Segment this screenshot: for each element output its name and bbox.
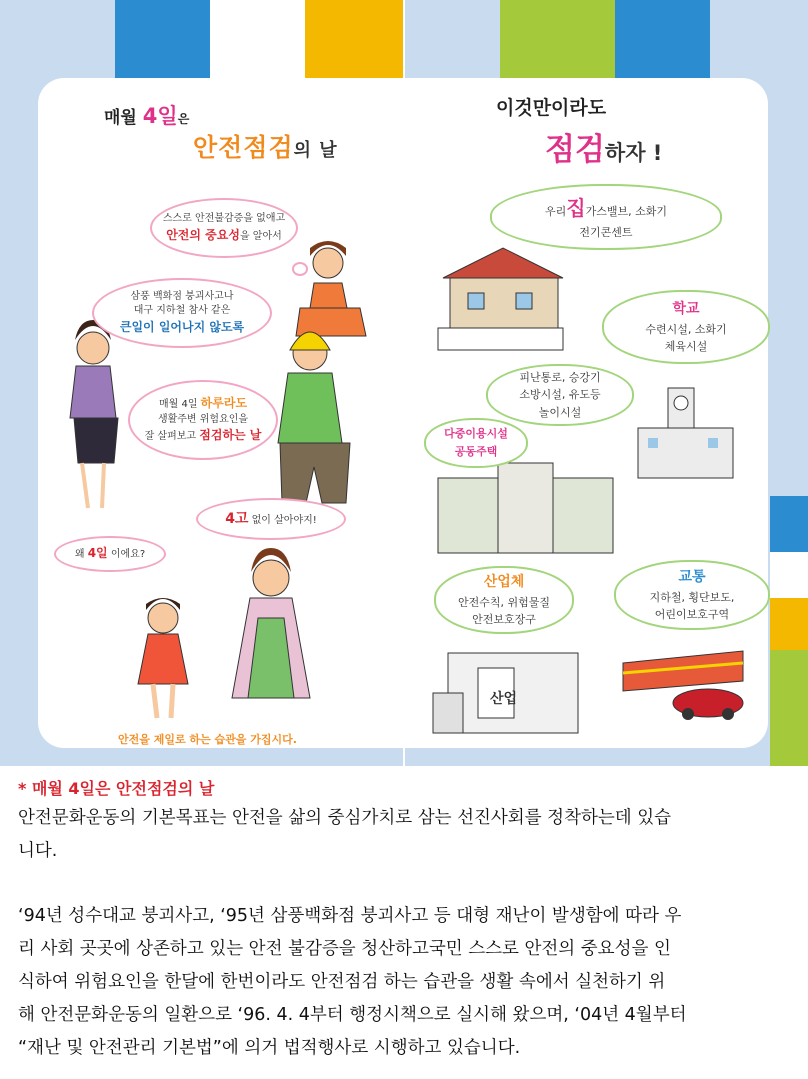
thought-dot — [292, 262, 308, 276]
color-bar — [500, 0, 615, 78]
speech-bubble-importance: 스스로 안전불감증을 없애고 안전의 중요성을 알아서 — [150, 198, 298, 258]
house-building — [438, 248, 563, 350]
factory-sign: 산업 — [490, 691, 518, 707]
cloud-school: 학교 수련시설, 소화기 체육시설 — [602, 290, 770, 364]
left-title-line2: 안전점검의 날 — [193, 133, 338, 162]
right-title-line1: 이것만이라도 — [496, 97, 607, 119]
color-bar — [210, 0, 305, 78]
paragraph-1 — [18, 802, 778, 868]
article-text — [0, 766, 808, 1079]
school-building — [638, 388, 733, 478]
apartment-buildings — [438, 463, 613, 553]
left-title-line1: 매월 4일은 — [104, 104, 190, 128]
color-bar — [115, 0, 210, 78]
paragraph-line: 식하여 위험요인을 한달에 한번이라도 안전점검 하는 습관을 생활 속에서 실천하기 위 — [18, 972, 666, 992]
speech-bubble-why: 왜 4일 이에요? — [54, 536, 166, 572]
woman-sitting-figure — [296, 241, 366, 336]
color-bar — [405, 0, 500, 78]
speech-bubble-disaster: 삼풍 백화점 붕괴사고나 대구 지하철 참사 같은 큰일이 일어나지 않도록 — [92, 278, 272, 348]
color-stripe — [770, 552, 808, 598]
color-stripe — [770, 496, 808, 552]
paragraph-line: 리 사회 곳곳에 상존하고 있는 안전 불감증을 청산하고국민 스스로 안전의 중요성을 인 — [18, 939, 671, 959]
section-heading: * 매월 4일은 안전점검의 날 — [18, 779, 215, 798]
paragraph-line: 니다. — [18, 841, 58, 861]
cloud-multiuse: 다중이용시설 공동주택 — [424, 418, 528, 468]
color-stripe — [770, 650, 808, 766]
color-bar — [305, 0, 403, 78]
cloud-traffic: 교통 지하철, 횡단보도, 어린이보호구역 — [614, 560, 770, 630]
train-and-car — [623, 651, 743, 720]
speech-bubble-inspection: 매월 4일 하루라도 생활주변 위험요인을 잘 살펴보고 점검하는 날 — [128, 380, 278, 460]
paragraph-line: ‘94년 성수대교 붕괴사고, ‘95년 삼풍백화점 붕괴사고 등 대형 재난이 발생함에 따라 우 — [18, 906, 682, 926]
woman-suit-figure — [70, 320, 118, 508]
poster-caption: 안전을 제일로 하는 습관을 가집시다. — [118, 733, 297, 746]
cloud-home: 우리집가스밸브, 소화기 전기콘센트 — [490, 184, 722, 250]
color-bar — [710, 0, 808, 78]
color-stripe — [770, 598, 808, 650]
worker-figure — [278, 332, 350, 503]
color-bar — [0, 0, 115, 78]
paragraph-2 — [18, 900, 778, 1065]
right-title-line2: 점검하자 ! — [545, 132, 663, 168]
mother-figure — [232, 548, 310, 698]
color-bar — [615, 0, 710, 78]
speech-bubble-4go: 4고 없이 살아야지! — [196, 498, 346, 540]
cloud-industry: 산업체 안전수칙, 위험물질 안전보호장구 — [434, 566, 574, 634]
paragraph-line: 안전문화운동의 기본목표는 안전을 삶의 중심가치로 삼는 선진사회를 정착하는데 있습 — [18, 808, 672, 828]
girl-figure — [138, 598, 188, 718]
cloud-facilities: 피난통로, 승강기 소방시설, 유도등 놀이시설 — [486, 364, 634, 426]
page-divider — [403, 0, 405, 766]
paragraph-line: “재난 및 안전관리 기본법”에 의거 법적행사로 시행하고 있습니다. — [18, 1038, 521, 1058]
paragraph-line: 해 안전문화운동의 일환으로 ‘96. 4. 4부터 행정시책으로 실시해 왔으며, ‘04년 4월부터 — [18, 1005, 687, 1025]
